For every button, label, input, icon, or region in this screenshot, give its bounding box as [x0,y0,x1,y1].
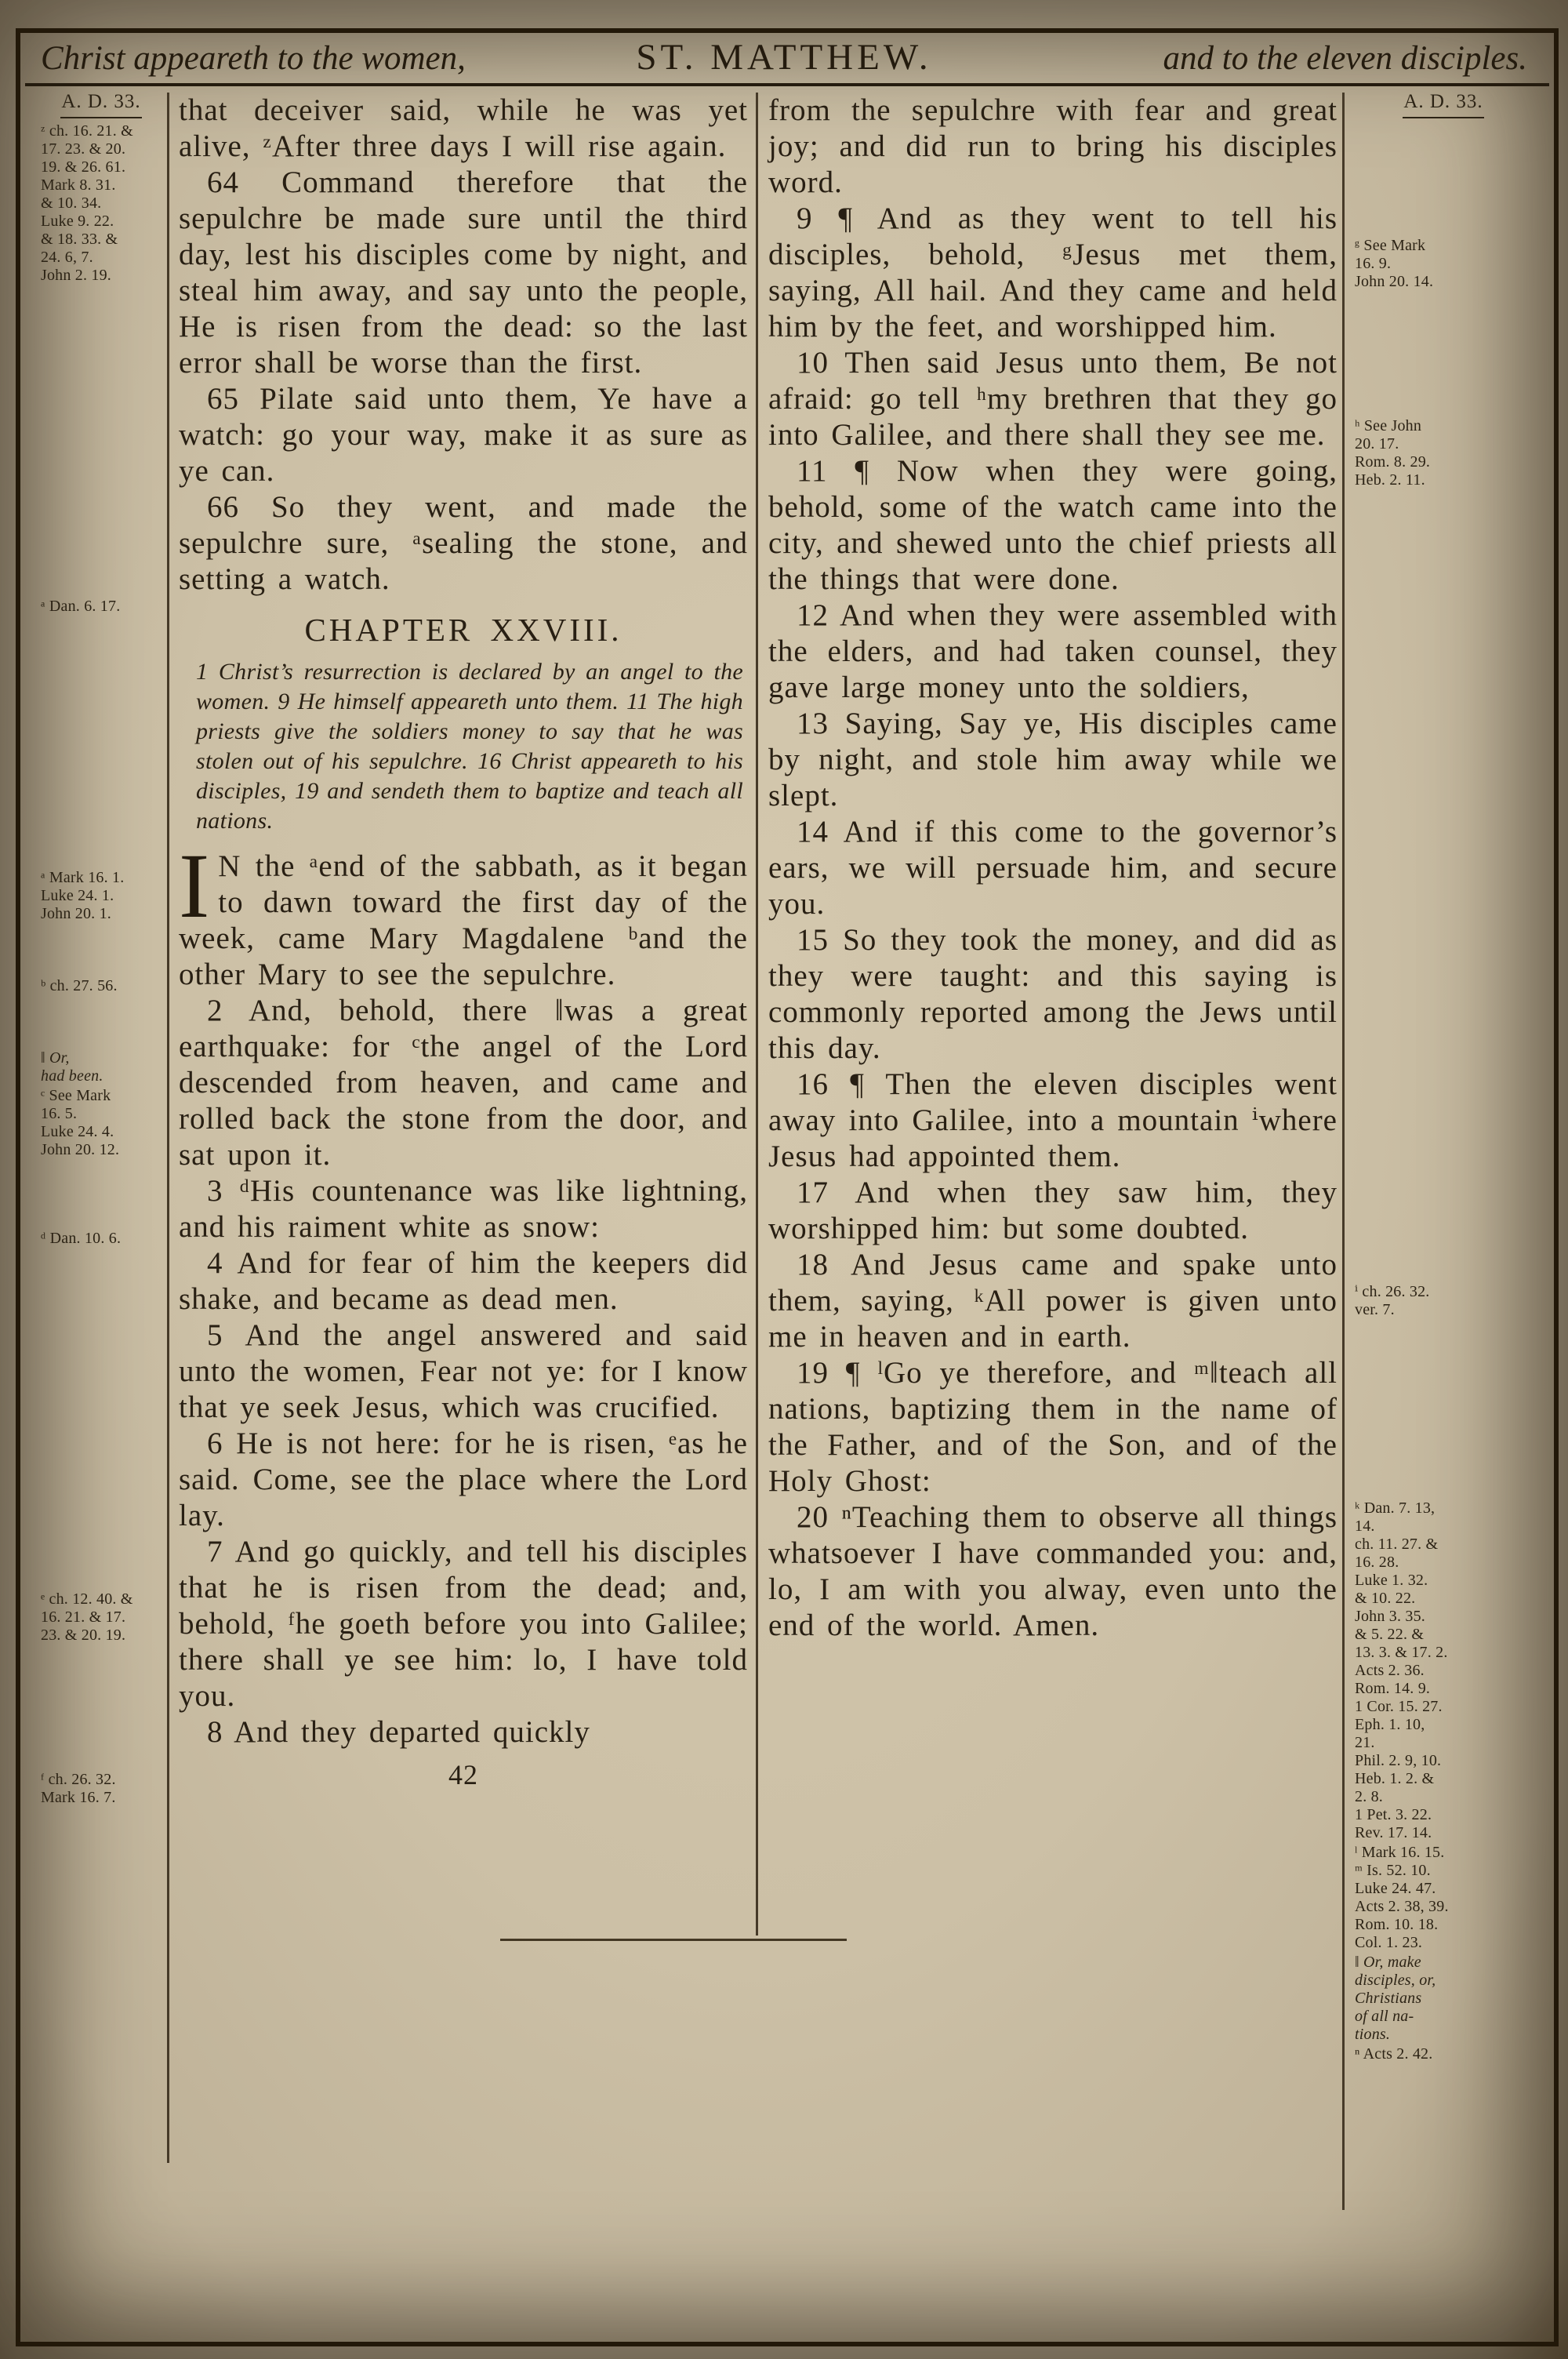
margin-note-line: Luke 1. 32. [1355,1572,1428,1589]
margin-note-line: had been. [41,1067,103,1085]
margin-note-line: 21. [1355,1734,1375,1751]
margin-note-line: ᶜ See Mark [41,1087,111,1104]
margin-note-line: ᵐ Is. 52. 10. [1355,1862,1431,1879]
margin-note-rule [1403,117,1484,118]
verse-paragraph: 2 And, behold, there ‖was a great earthquake: for ᶜthe angel of the Lord descended from heaven, and came and rolled back the stone from the door, and sat upon it. [179,994,748,1172]
margin-note-line: 23. & 20. 19. [41,1627,126,1644]
margin-reference-note [41,598,162,616]
margin-note-line: Heb. 1. 2. & [1355,1770,1435,1787]
margin-note-line: ᵃ Dan. 6. 17. [41,598,121,615]
left-margin-column [38,93,163,2359]
verse-paragraph: 11 ¶ Now when they were going, behold, some of the watch came into the city, and shewed unto the chief priests all the things that were done. [768,454,1338,596]
verse-paragraph: 19 ¶ ˡGo ye therefore, and ᵐ‖teach all nations, baptizing them in the name of the Father, and of the Son, and of the Holy Ghost: [768,1356,1338,1498]
verse-paragraph: 64 Command therefore that the sepulchre be made sure until the third day, lest his disciples come by night, and steal him away, and say unto the people, He is risen from the dead: so the last error shall be worse than the first. [179,165,748,380]
date-annotation [41,93,162,118]
margin-note-line: ‖ Or, [41,1049,70,1067]
margin-note-line: ᵏ Dan. 7. 13, [1355,1499,1436,1517]
right-margin-column [1352,93,1534,2359]
margin-reference-note [1355,1283,1532,1319]
verse-paragraph: 20 ⁿTeaching them to observe all things whatsoever I have commanded you: and, lo, I am with you alway, even unto the end of the world. Amen. [768,1500,1338,1642]
chapter-summary: 1 Christ’s resurrection is declared by an angel to the women. 9 He himself appeareth unto them. 11 The high priests give the soldiers money to say that he was stolen out of his sepulchre. 16 Christ appeareth to his disciples, 19 and sendeth them to baptize and teach all nations. [196,659,743,834]
margin-note-line: 13. 3. & 17. 2. [1355,1644,1448,1661]
margin-reference-note [41,1049,162,1085]
margin-note-line: John 20. 12. [41,1141,120,1158]
margin-note-line: Phil. 2. 9, 10. [1355,1752,1442,1769]
verse-paragraph: 5 And the angel answered and said unto the women, Fear not ye: for I know that ye seek Jesus, which was crucified. [179,1318,748,1424]
verse-paragraph: 3 ᵈHis countenance was like lightning, and his raiment white as snow: [179,1174,748,1244]
margin-reference-note [1355,1844,1532,1862]
verse-paragraph: 17 And when they saw him, they worshipped him: but some doubted. [768,1176,1338,1245]
verse-paragraph: 18 And Jesus came and spake unto them, saying, ᵏAll power is given unto me in heaven and in earth. [768,1248,1338,1354]
margin-note-line: John 20. 1. [41,905,111,922]
verse-paragraph: 13 Saying, Say ye, His disciples came by night, and stole him away while we slept. [768,707,1338,812]
margin-note-line: & 10. 22. [1355,1590,1416,1607]
margin-note-line: 1 Cor. 15. 27. [1355,1698,1443,1715]
running-head-right: and to the eleven disciples. [1163,40,1527,77]
verse-paragraph: 9 ¶ And as they went to tell his disciples, behold, ᵍJesus met them, saying, All hail. And they came and held him by the feet, and worshipped him. [768,202,1338,343]
margin-note-line: ᶻ ch. 16. 21. & [41,122,133,140]
margin-reference-note [1355,1954,1532,2044]
chapter-heading: CHAPTER XXVIII. [304,612,622,648]
verse-paragraph: that deceiver said, while he was yet alive, ᶻAfter three days I will rise again. [179,93,748,163]
verse-paragraph: 12 And when they were assembled with the elders, and had taken counsel, they gave large money unto the soldiers, [768,598,1338,704]
verse-paragraph: 14 And if this come to the governor’s ears, we will persuade him, and secure you. [768,815,1338,921]
margin-reference-note [1355,1499,1532,1842]
margin-note-line: ch. 11. 27. & [1355,1536,1439,1553]
date-annotation [1355,93,1532,118]
page-number: 42 [448,1759,478,1790]
margin-note-line: ⁿ Acts 2. 42. [1355,2045,1433,2063]
margin-note-line: Acts 2. 38, 39. [1355,1898,1449,1915]
margin-note-line: & 5. 22. & [1355,1626,1425,1643]
margin-note-line: John 20. 14. [1355,273,1434,290]
margin-note-line: 1 Pet. 3. 22. [1355,1806,1432,1823]
margin-note-line: ⁱ ch. 26. 32. [1355,1283,1430,1300]
running-head [41,36,1527,80]
running-head-left: Christ appeareth to the women, [41,40,466,77]
margin-note-line: Mark 8. 31. [41,176,116,194]
margin-note-line: Luke 24. 47. [1355,1880,1436,1897]
margin-note-line: ver. 7. [1355,1301,1395,1318]
margin-note-line: Rom. 10. 18. [1355,1916,1439,1933]
margin-note-line: A. D. 33. [61,91,141,112]
margin-reference-note [41,1087,162,1159]
margin-reference-note [1355,237,1532,291]
margin-note-line: Col. 1. 23. [1355,1934,1423,1951]
margin-note-line: 16. 5. [41,1105,78,1122]
margin-note-line: Christians [1355,1990,1422,2007]
margin-reference-note [41,869,162,923]
margin-note-line: A. D. 33. [1403,91,1483,112]
margin-note-line: John 2. 19. [41,267,111,284]
margin-note-rule [60,117,142,118]
margin-note-line: ʰ See John [1355,417,1422,434]
margin-note-line: 2. 8. [1355,1788,1383,1805]
margin-reference-note [1355,417,1532,489]
verse-paragraph: 6 He is not here: for he is risen, ᵉas he said. Come, see the place where the Lord lay. [179,1427,748,1532]
margin-note-line: ‖ Or, make [1355,1954,1421,1971]
margin-note-line: 17. 23. & 20. [41,140,126,158]
margin-note-line: 14. [1355,1518,1375,1535]
margin-note-line: Luke 24. 4. [41,1123,114,1140]
margin-note-line: John 3. 35. [1355,1608,1425,1625]
margin-note-line: Acts 2. 36. [1355,1662,1425,1679]
column-rule-left [167,93,169,2163]
margin-note-line: tions. [1355,2026,1391,2043]
column-rule-right [1342,93,1345,2210]
margin-note-line: & 18. 33. & [41,231,118,248]
margin-note-line: Heb. 2. 11. [1355,471,1425,489]
margin-note-line: Luke 9. 22. [41,213,114,230]
column-rule-center [756,93,758,1936]
right-text-column [768,93,1338,1644]
margin-note-line: 16. 28. [1355,1554,1399,1571]
margin-note-line: 24. 6, 7. [41,249,93,266]
margin-note-line: Rev. 17. 14. [1355,1824,1432,1841]
margin-note-line: Rom. 8. 29. [1355,453,1431,471]
verse-paragraph: 65 Pilate said unto them, Ye have a watch: go your way, make it as sure as ye can. [179,382,748,488]
margin-reference-note [41,1590,162,1645]
margin-note-line: ˡ Mark 16. 15. [1355,1844,1445,1861]
margin-note-line: 16. 9. [1355,255,1392,272]
margin-note-line: ᵍ See Mark [1355,237,1426,254]
margin-note-line: Luke 24. 1. [41,887,114,904]
margin-note-line: ᶠ ch. 26. 32. [41,1771,116,1788]
margin-note-line: 16. 21. & 17. [41,1608,126,1626]
verse-paragraph: I N the ᵃend of the sabbath, as it began to dawn toward the first day of the week, came Mary Magdalene ᵇand the other Mary to see the sepulchre. [179,834,748,991]
margin-note-line: ᵇ ch. 27. 56. [41,977,118,994]
margin-note-line: ᵉ ch. 12. 40. & [41,1590,133,1608]
left-text-column [179,93,748,1793]
margin-note-line: ᵃ Mark 16. 1. [41,869,125,886]
margin-reference-note [41,1230,162,1248]
margin-note-line: 20. 17. [1355,435,1399,453]
verse-paragraph: 66 So they went, and made the sepulchre sure, ᵃsealing the stone, and setting a watch. [179,490,748,596]
margin-note-line: Rom. 14. 9. [1355,1680,1431,1697]
verse-paragraph: 15 So they took the money, and did as they were taught: and this saying is commonly reported among the Jews until this day. [768,923,1338,1065]
footer-rule [500,1939,847,1941]
verse-paragraph: 10 Then said Jesus unto them, Be not afraid: go tell ʰmy brethren that they go into Galilee, and there shall they see me. [768,346,1338,452]
verse-paragraph: from the sepulchre with fear and great joy; and did run to bring his disciples word. [768,93,1338,199]
running-head-title: ST. MATTHEW. [636,37,932,78]
margin-reference-note [41,977,162,995]
margin-reference-note [41,1771,162,1807]
margin-reference-note [1355,1862,1532,1952]
verse-paragraph: 7 And go quickly, and tell his disciples that he is risen from the dead; and, behold, ᶠhe goeth before you into Galilee; there shall ye see him: lo, I have told you. [179,1535,748,1713]
margin-note-line: ᵈ Dan. 10. 6. [41,1230,122,1247]
margin-note-line: of all na- [1355,2008,1414,2025]
verse-paragraph: 4 And for fear of him the keepers did shake, and became as dead men. [179,1246,748,1316]
verse-paragraph: 16 ¶ Then the eleven disciples went away into Galilee, into a mountain ⁱwhere Jesus had appointed them. [768,1067,1338,1173]
drop-cap-initial: I [179,834,211,937]
margin-note-line: disciples, or, [1355,1972,1436,1989]
margin-note-line: Eph. 1. 10, [1355,1716,1425,1733]
margin-note-line: Mark 16. 7. [41,1789,116,1806]
margin-note-line: 19. & 26. 61. [41,158,126,176]
header-rule [25,83,1549,86]
margin-reference-note [1355,2045,1532,2063]
verse-paragraph: 8 And they departed quickly [207,1715,590,1749]
margin-note-line: & 10. 34. [41,194,102,212]
margin-reference-note [41,122,162,285]
